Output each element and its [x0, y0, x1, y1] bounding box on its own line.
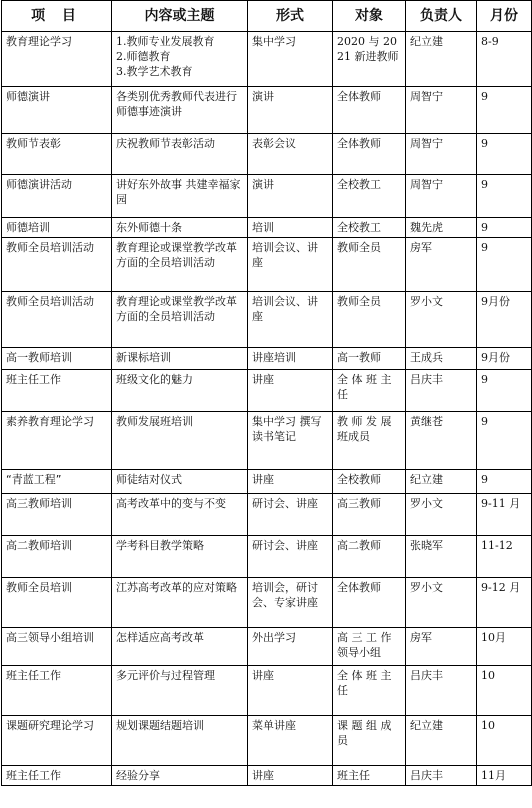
- cell-month: 10: [477, 666, 532, 716]
- cell-target: 高三教师: [333, 494, 406, 536]
- cell-month: 10: [477, 716, 532, 766]
- cell-owner: 黄继苍: [406, 412, 477, 470]
- content-line: 1.教师专业发展教育: [116, 35, 215, 48]
- cell-form: 培训会议、讲座: [248, 238, 333, 292]
- cell-owner: 王成兵: [406, 348, 477, 370]
- content-line: 班级文化的魅力: [116, 373, 193, 386]
- header-content: 内容或主题: [112, 1, 248, 32]
- cell-project: 高三领导小组培训: [2, 628, 112, 666]
- content-line: 庆祝教师节表彰活动: [116, 137, 215, 150]
- cell-target: 全体教师: [333, 578, 406, 628]
- content-line: 新课标培训: [116, 351, 171, 364]
- cell-owner: 房军: [406, 628, 477, 666]
- cell-target: 全校教工: [333, 218, 406, 238]
- cell-project: 师德演讲活动: [2, 175, 112, 218]
- cell-content: [112, 292, 248, 348]
- cell-project: 班主任工作: [2, 666, 112, 716]
- table-body: [2, 32, 532, 786]
- table-row: [2, 32, 532, 87]
- table-row: [2, 494, 532, 536]
- table-row: [2, 716, 532, 766]
- cell-target: 高 三 工 作领导小组: [333, 628, 406, 666]
- content-line: 教师发展班培训: [116, 415, 193, 428]
- cell-form: 培训: [248, 218, 333, 238]
- cell-form: 演讲: [248, 175, 333, 218]
- cell-form: 研讨会、讲座: [248, 536, 333, 578]
- cell-form: 讲座: [248, 766, 333, 786]
- cell-form: 讲座培训: [248, 348, 333, 370]
- cell-month: 9月份: [477, 292, 532, 348]
- content-line: 各类别优秀教师代表进行师德事迹演讲: [116, 90, 237, 118]
- cell-form: 培训会，研讨会、专家讲座: [248, 578, 333, 628]
- table-row: [2, 87, 532, 134]
- cell-month: 10月: [477, 628, 532, 666]
- cell-project: 教育理论学习: [2, 32, 112, 87]
- cell-content: [112, 218, 248, 238]
- cell-content: [112, 32, 248, 87]
- content-line: 多元评价与过程管理: [116, 669, 215, 682]
- header-form: 形式: [248, 1, 333, 32]
- cell-content: [112, 766, 248, 786]
- cell-month: 9: [477, 218, 532, 238]
- table-row: [2, 134, 532, 175]
- cell-month: 9: [477, 134, 532, 175]
- cell-owner: 魏先虎: [406, 218, 477, 238]
- cell-owner: 周智宁: [406, 87, 477, 134]
- cell-target: 班主任: [333, 766, 406, 786]
- cell-content: [112, 494, 248, 536]
- content-line: 经验分享: [116, 769, 160, 782]
- table-row: [2, 578, 532, 628]
- cell-month: 9-11 月: [477, 494, 532, 536]
- cell-target: 全体教师: [333, 134, 406, 175]
- header-owner: 负责人: [406, 1, 477, 32]
- cell-project: 教师全员培训活动: [2, 292, 112, 348]
- cell-month: 9月份: [477, 348, 532, 370]
- cell-target: 教师全员: [333, 238, 406, 292]
- cell-target: 高一教师: [333, 348, 406, 370]
- header-target: 对象: [333, 1, 406, 32]
- cell-project: 高二教师培训: [2, 536, 112, 578]
- table-header: [2, 1, 532, 32]
- cell-project: 教师全员培训: [2, 578, 112, 628]
- cell-form: 集中学习: [248, 32, 333, 87]
- cell-owner: 周智宁: [406, 134, 477, 175]
- content-line: 规划课题结题培训: [116, 719, 204, 732]
- cell-month: 11-12: [477, 536, 532, 578]
- cell-target: 课 题 组 成员: [333, 716, 406, 766]
- cell-form: 演讲: [248, 87, 333, 134]
- content-line: 教育理论或课堂教学改革方面的全员培训活动: [116, 295, 237, 323]
- cell-form: 集中学习 撰写读书笔记: [248, 412, 333, 470]
- cell-project: 高一教师培训: [2, 348, 112, 370]
- content-line: 讲好东外故事 共建幸福家园: [116, 178, 241, 206]
- cell-owner: 周智宁: [406, 175, 477, 218]
- cell-month: 9: [477, 412, 532, 470]
- cell-target: 全 体 班 主 任: [333, 666, 406, 716]
- cell-project: “青蓝工程”: [2, 470, 112, 494]
- cell-form: 外出学习: [248, 628, 333, 666]
- cell-form: 菜单讲座: [248, 716, 333, 766]
- header-month: 月份: [477, 1, 532, 32]
- cell-month: 9: [477, 87, 532, 134]
- cell-form: 培训会议、讲座: [248, 292, 333, 348]
- cell-form: 讲座: [248, 370, 333, 412]
- cell-form: 研讨会、讲座: [248, 494, 333, 536]
- cell-content: [112, 578, 248, 628]
- table-row: [2, 218, 532, 238]
- cell-owner: 纪立建: [406, 716, 477, 766]
- cell-target: 全校教工: [333, 175, 406, 218]
- cell-target: 教师全员: [333, 292, 406, 348]
- cell-month: 9: [477, 175, 532, 218]
- cell-project: 课题研究理论学习: [2, 716, 112, 766]
- table-row: [2, 628, 532, 666]
- cell-target: 2020 与 2021 新进教师: [333, 32, 406, 87]
- table-row: [2, 470, 532, 494]
- cell-target: 全校教师: [333, 470, 406, 494]
- training-plan-table: [1, 0, 532, 786]
- cell-content: [112, 666, 248, 716]
- cell-content: [112, 536, 248, 578]
- cell-content: [112, 175, 248, 218]
- cell-content: [112, 238, 248, 292]
- cell-month: 9: [477, 470, 532, 494]
- cell-month: 9: [477, 238, 532, 292]
- cell-owner: 张晓军: [406, 536, 477, 578]
- cell-owner: 纪立建: [406, 32, 477, 87]
- table-row: [2, 766, 532, 786]
- content-line: 江苏高考改革的应对策略: [116, 581, 237, 594]
- table-row: [2, 536, 532, 578]
- cell-target: 教 师 发 展 班成员: [333, 412, 406, 470]
- cell-content: [112, 370, 248, 412]
- cell-content: [112, 716, 248, 766]
- table-row: [2, 412, 532, 470]
- cell-month: 9: [477, 370, 532, 412]
- content-line: 怎样适应高考改革: [116, 631, 204, 644]
- cell-form: 讲座: [248, 470, 333, 494]
- table-row: [2, 666, 532, 716]
- cell-owner: 罗小文: [406, 578, 477, 628]
- content-line: 学考科目教学策略: [116, 539, 204, 552]
- cell-project: 师德演讲: [2, 87, 112, 134]
- content-line: 教育理论或课堂教学改革方面的全员培训活动: [116, 241, 237, 269]
- cell-content: [112, 470, 248, 494]
- cell-target: 高二教师: [333, 536, 406, 578]
- cell-form: 表彰会议: [248, 134, 333, 175]
- content-line: 师徒结对仪式: [116, 473, 182, 486]
- cell-owner: 吕庆丰: [406, 766, 477, 786]
- table-row: [2, 370, 532, 412]
- cell-project: 教师节表彰: [2, 134, 112, 175]
- table-row: [2, 292, 532, 348]
- cell-content: [112, 348, 248, 370]
- cell-month: 9-12 月: [477, 578, 532, 628]
- cell-content: [112, 412, 248, 470]
- cell-month: 8-9: [477, 32, 532, 87]
- cell-form: 讲座: [248, 666, 333, 716]
- cell-target: 全 体 班 主 任: [333, 370, 406, 412]
- header-project: 项 目: [2, 1, 112, 32]
- cell-project: 师德培训: [2, 218, 112, 238]
- cell-owner: 吕庆丰: [406, 666, 477, 716]
- cell-content: [112, 87, 248, 134]
- cell-owner: 罗小文: [406, 292, 477, 348]
- cell-owner: 吕庆丰: [406, 370, 477, 412]
- cell-month: 11月: [477, 766, 532, 786]
- content-line: 2.师德教育: [116, 50, 171, 63]
- cell-content: [112, 134, 248, 175]
- cell-owner: 罗小文: [406, 494, 477, 536]
- table-row: [2, 175, 532, 218]
- cell-project: 素养教育理论学习: [2, 412, 112, 470]
- content-line: 3.教学艺术教育: [116, 65, 193, 78]
- cell-project: 班主任工作: [2, 370, 112, 412]
- cell-project: 班主任工作: [2, 766, 112, 786]
- table-row: [2, 238, 532, 292]
- content-line: 高考改革中的变与不变: [116, 497, 226, 510]
- cell-project: 教师全员培训活动: [2, 238, 112, 292]
- cell-content: [112, 628, 248, 666]
- content-line: 东外师德十条: [116, 221, 182, 234]
- cell-owner: 纪立建: [406, 470, 477, 494]
- table-row: [2, 348, 532, 370]
- cell-owner: 房军: [406, 238, 477, 292]
- cell-target: 全体教师: [333, 87, 406, 134]
- cell-project: 高三教师培训: [2, 494, 112, 536]
- header-row: [2, 1, 532, 32]
